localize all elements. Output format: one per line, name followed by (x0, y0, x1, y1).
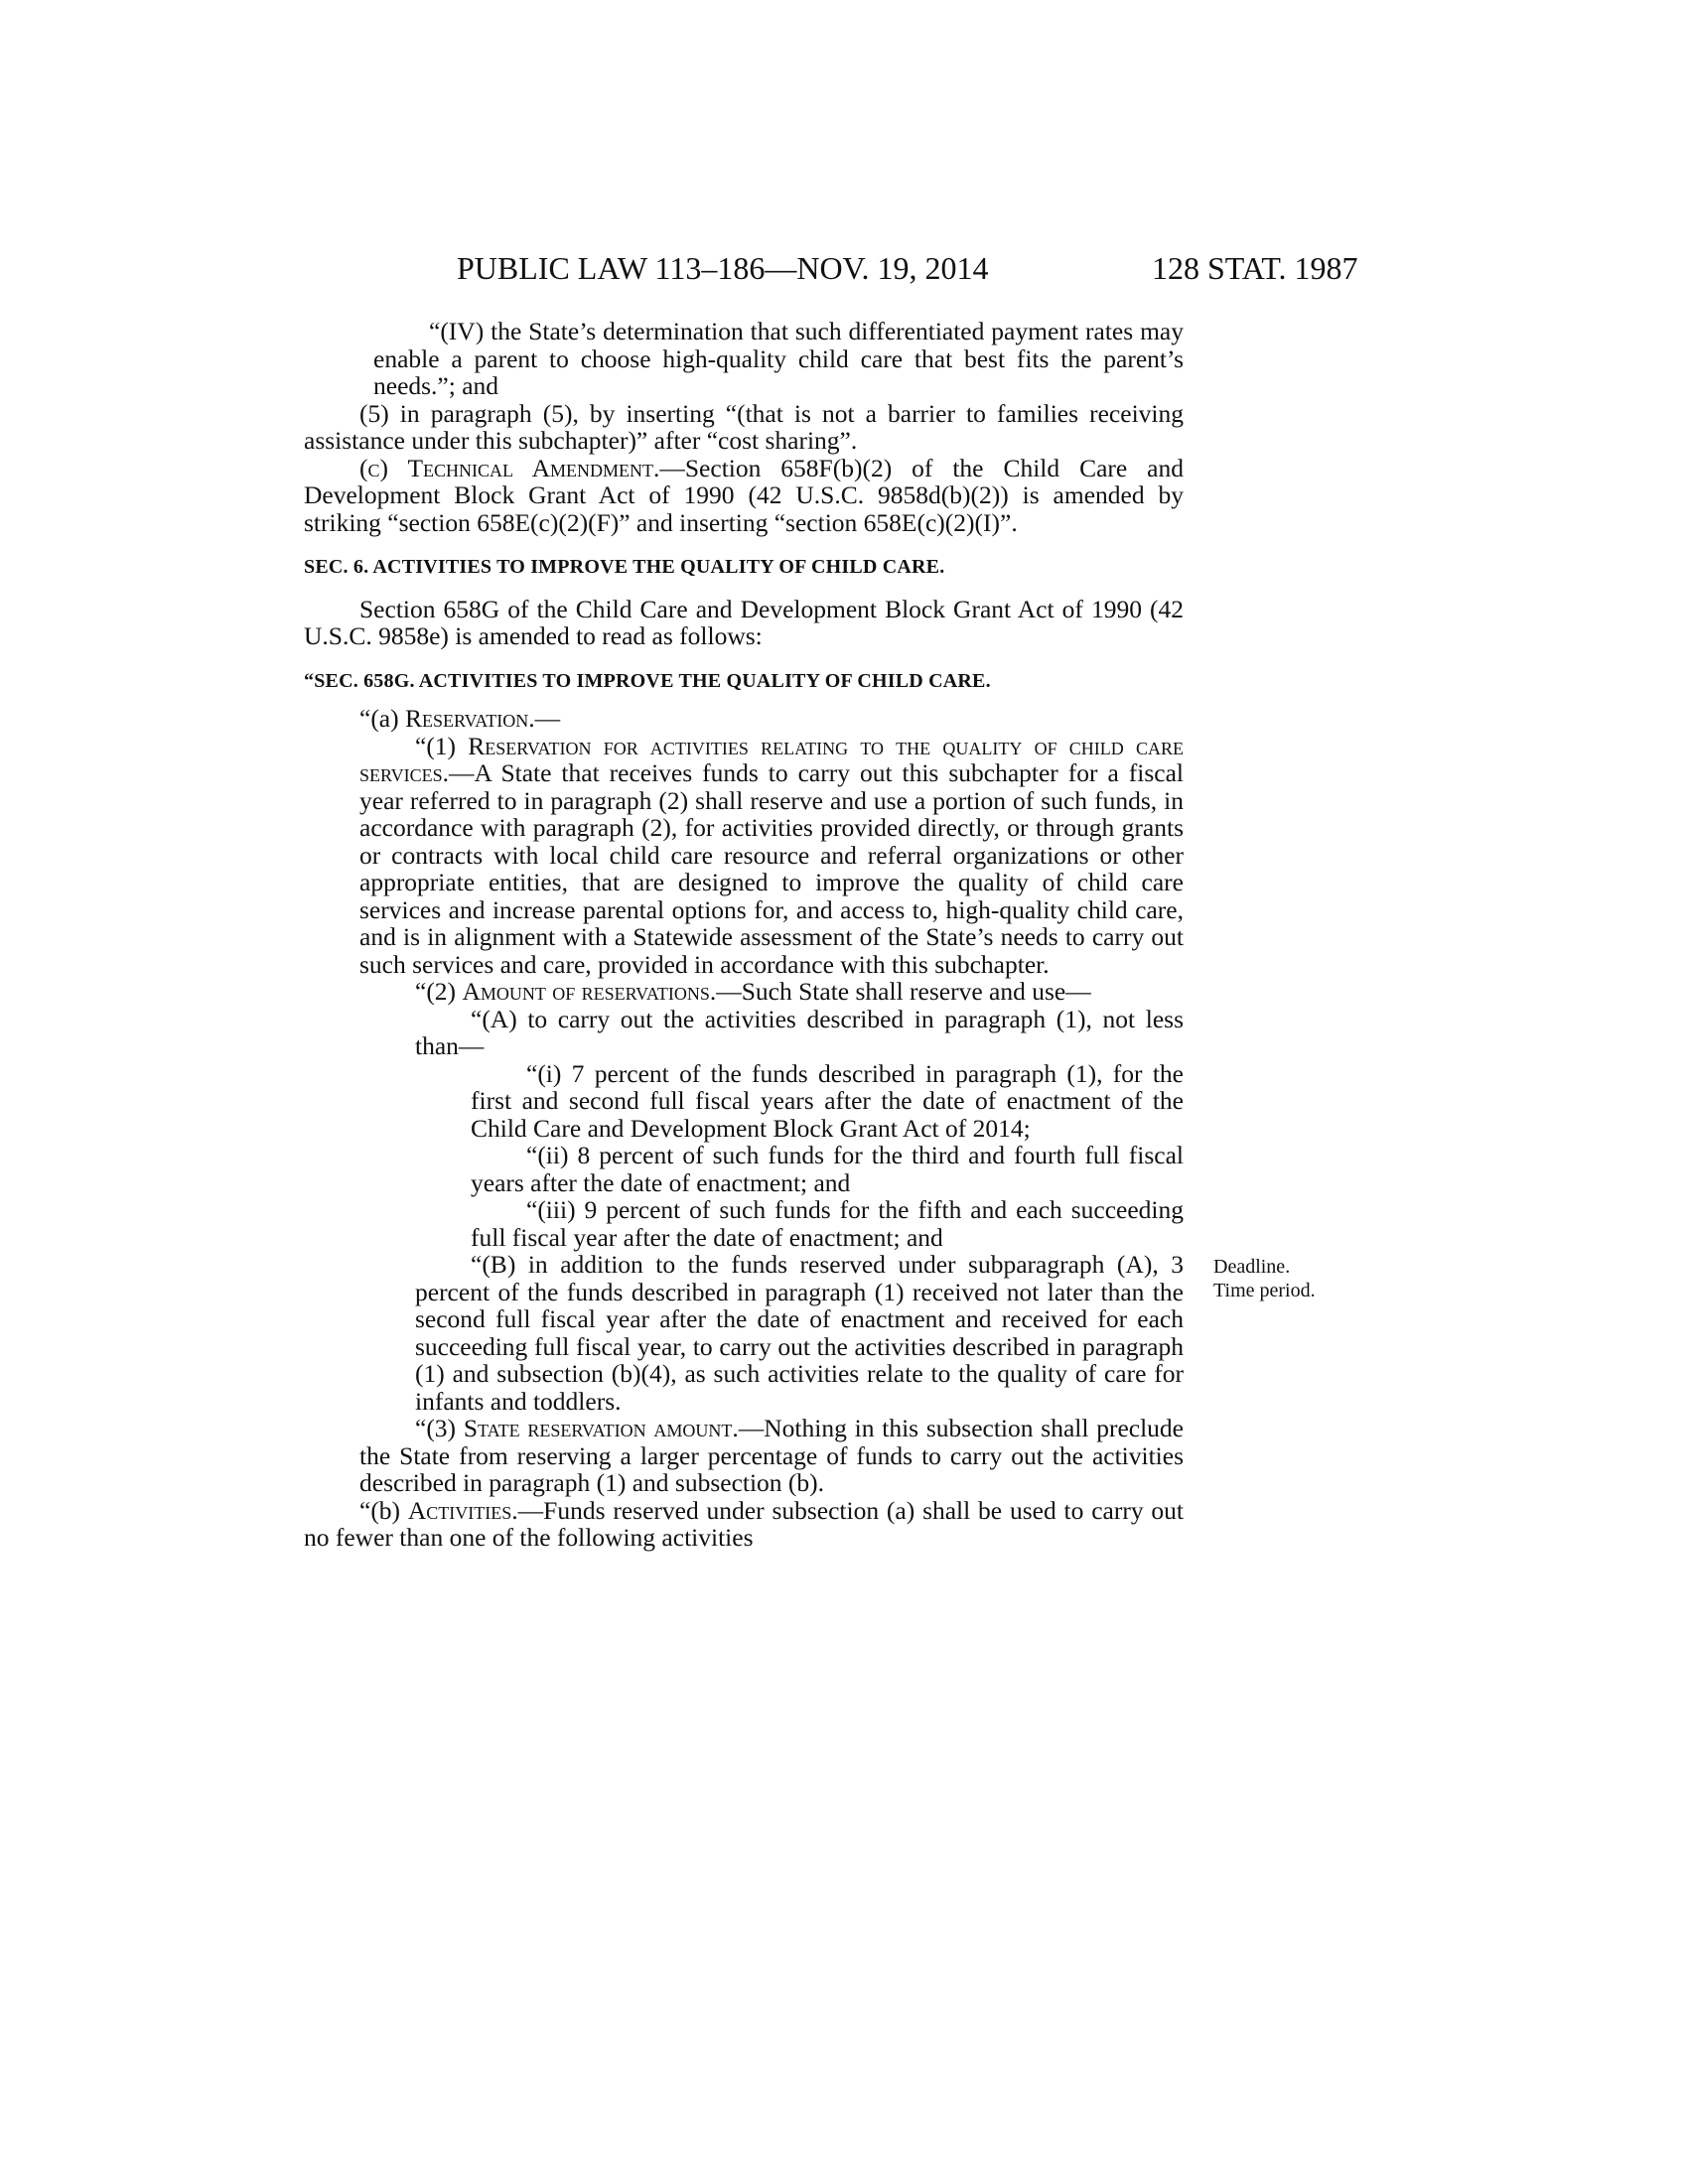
paragraph-a2-heading: Amount of reservations. (462, 977, 717, 1006)
subsection-a (304, 705, 1184, 733)
clause-ii: “(ii) 8 percent of such funds for the third and fourth full fiscal years after the date of enactment; and (471, 1141, 1184, 1197)
paragraph-5: (5) in paragraph (5), by inserting “(that is not a barrier to families receiving assistance under this subchapter)” after “cost sharing”. (304, 398, 1184, 455)
paragraph-a1-number: “(1) (415, 731, 469, 760)
paragraph-a2 (304, 978, 1184, 1006)
paragraph-a2-number: “(2) (415, 977, 463, 1006)
clause-iv: “(IV) the State’s determination that such differentiated payment rates may enable a parent to choose high-quality child care that best fits the parent’s needs.”; and (373, 317, 1184, 400)
paragraph-a1 (304, 733, 1184, 979)
paragraph-a3-heading: State reservation amount. (463, 1414, 739, 1442)
subsection-b-number: “(b) (359, 1495, 408, 1525)
paragraph-a1-body: —A State that receives funds to carry out this subchapter for a fiscal year referred to in paragraph (2) shall reserve and use a portion of such funds, in accordance with paragraph (2), for activities provided directly, or through grants or contracts with local child care resource and referral organizations or other appropriate entities, that are designed to improve the quality of child care services and increase parental options for, and access to, high-quality child care, and is in alignment with a Statewide assessment of the State’s needs to carry out such services and care, provided in accordance with this subchapter. (359, 758, 1184, 979)
section-658g-heading: “SEC. 658G. ACTIVITIES TO IMPROVE THE QUALITY OF CHILD CARE. (304, 669, 991, 692)
subsection-b-heading: Activities. (407, 1495, 518, 1525)
paragraph-a3-number: “(3) (415, 1414, 464, 1442)
subsection-b (304, 1497, 1184, 1552)
margin-note (1213, 1255, 1316, 1302)
clause-iii: “(iii) 9 percent of such funds for the fifth and each succeeding full fiscal year after the date of enactment; and (471, 1195, 1184, 1252)
paragraph-a2-body: —Such State shall reserve and use— (716, 977, 1091, 1006)
paragraph-a3 (304, 1415, 1184, 1497)
subsection-a-dash: — (534, 704, 561, 733)
running-header-stat: 128 STAT. 1987 (1152, 250, 1358, 286)
running-header-law: PUBLIC LAW 113–186—NOV. 19, 2014 (457, 250, 989, 286)
paragraph-a1-heading: Reservation for activities relating to the quality of child care services. (359, 731, 1184, 787)
subsection-c-body: —Section 658F(b)(2) of the Child Care and Development Block Grant Act of 1990 (42 U.S.C. 9858d(b)(2)) is amended by striking “section 658E(c)(2)(F)” and inserting “section 658E(c)(2)(I)”. (304, 453, 1184, 537)
margin-note-deadline: Deadline. (1213, 1256, 1291, 1278)
section-6-heading: SEC. 6. ACTIVITIES TO IMPROVE THE QUALITY OF CHILD CARE. (304, 556, 945, 578)
subparagraph-A: “(A) to carry out the activities described in paragraph (1), not less than— (415, 1004, 1184, 1060)
subsection-c-heading: (c) Technical Amendment. (359, 453, 660, 482)
clause-i: “(i) 7 percent of the funds described in paragraph (1), for the first and second full fiscal years after the date of enactment of the Child Care and Development Block Grant Act of 2014; (471, 1058, 1184, 1143)
subsection-a-heading: Reservation. (405, 704, 535, 733)
section-6-body: Section 658G of the Child Care and Development Block Grant Act of 1990 (42 U.S.C. 9858e) is amended to read as follows: (304, 594, 1184, 650)
subparagraph-B: “(B) in addition to the funds reserved under subparagraph (A), 3 percent of the funds described in paragraph (1) received not later than the second full fiscal year after the date of enactment and received for each succeeding full fiscal year, to carry out the activities described in paragraph (1) and subsection (b)(4), as such activities relate to the quality of care for infants and toddlers. (415, 1250, 1184, 1416)
subsection-a-number: “(a) (359, 704, 405, 733)
paragraph-a3-body: —Nothing in this subsection shall preclude the State from reserving a larger percentage of funds to carry out the activities described in paragraph (1) and subsection (b). (359, 1414, 1185, 1497)
subsection-b-body: —Funds reserved under subsection (a) shall be used to carry out no fewer than one of the following activities (304, 1495, 1184, 1552)
document-body (304, 318, 1184, 1552)
subsection-c (304, 455, 1184, 537)
margin-note-time-period: Time period. (1213, 1280, 1316, 1301)
